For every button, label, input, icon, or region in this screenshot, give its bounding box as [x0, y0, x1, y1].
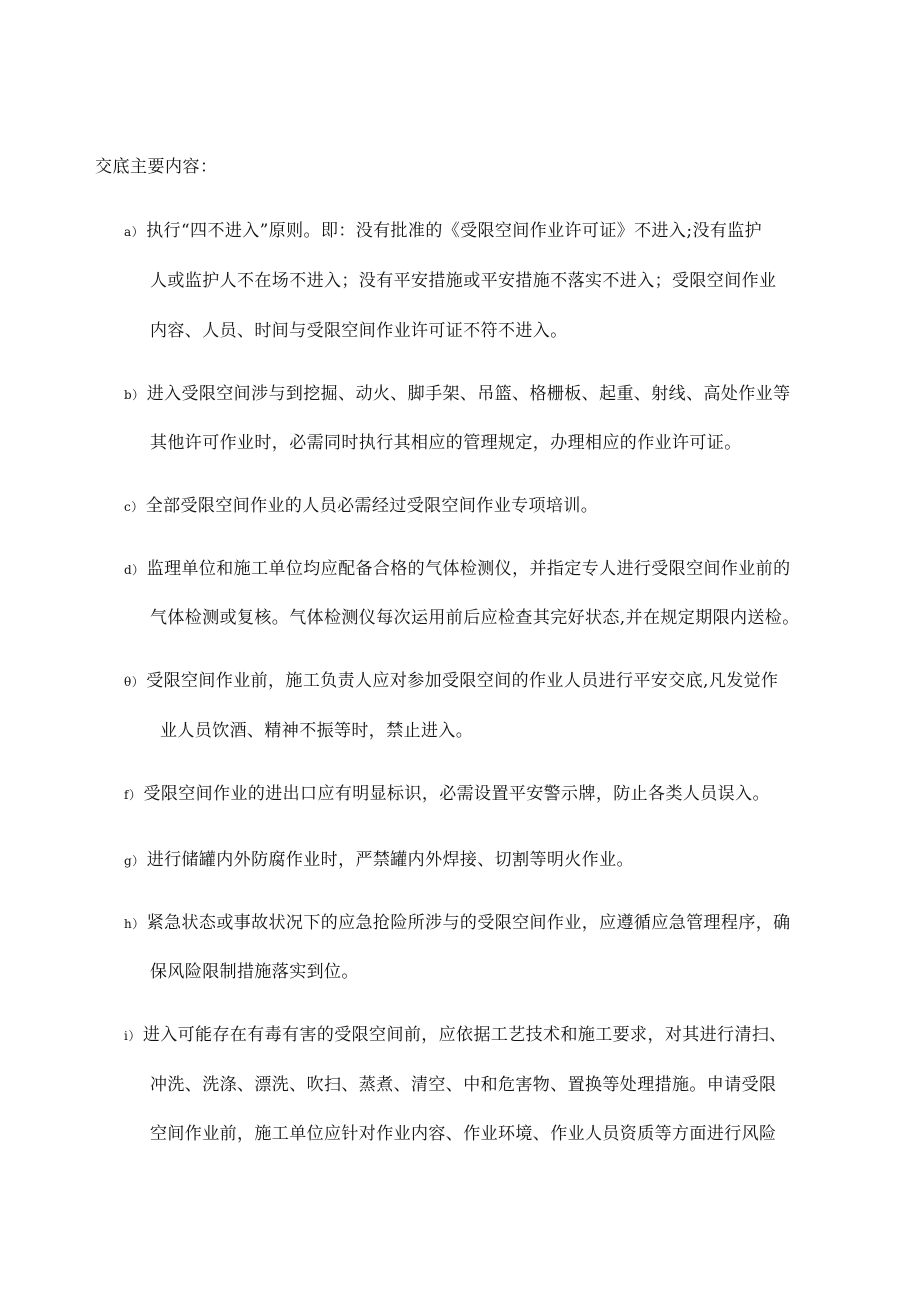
item-a-line-1 [124, 216, 762, 241]
item-marker: g） [124, 854, 145, 868]
item-text: 受限空间作业的进出口应有明显标识，必需设置平安警示牌，防止各类人员误入。 [143, 784, 770, 804]
item-marker: b） [124, 388, 145, 402]
item-marker: h） [124, 917, 145, 931]
item-a-line-3: 内容、人员、时间与受限空间作业许可证不符不进入。 [150, 321, 568, 341]
item-e-line-1 [124, 666, 778, 691]
item-i-line-2: 冲洗、洗涤、漂洗、吹扫、蒸煮、清空、中和危害物、置换等处理措施。申请受限 [150, 1075, 777, 1095]
item-text: 监理单位和施工单位均应配备合格的气体检测仪，并指定专人进行受限空间作业前的 [146, 559, 791, 579]
item-text: 受限空间作业前，施工负责人应对参加受限空间的作业人员进行平安交底,凡发觉作 [146, 671, 779, 691]
item-i-line-3: 空间作业前，施工单位应针对作业内容、作业环境、作业人员资质等方面进行风险 [150, 1124, 777, 1144]
item-text: 进入受限空间涉与到挖掘、动火、脚手架、吊篮、格栅板、起重、射线、高处作业等 [146, 384, 791, 404]
item-b-line-1 [124, 379, 791, 404]
item-text: 执行“四不进入”原则。即：没有批准的《受限空间作业许可证》不进入;没有监护 [146, 221, 763, 241]
item-h-line-1 [124, 908, 791, 933]
item-text: 进行储罐内外防腐作业时，严禁罐内外焊接、切割等明火作业。 [146, 850, 634, 870]
item-marker: f） [124, 788, 142, 802]
item-text: 进入可能存在有毒有害的受限空间前，应依据工艺技术和施工要求，对其进行清扫、 [142, 1025, 787, 1045]
item-d-line-1 [124, 554, 791, 579]
item-b-line-2: 其他许可作业时，必需同时执行其相应的管理规定，办理相应的作业许可证。 [150, 433, 742, 453]
item-text: 全部受限空间作业的人员必需经过受限空间作业专项培训。 [145, 496, 599, 516]
item-marker: i） [124, 1029, 141, 1043]
item-e-line-2: 业人员饮酒、精神不振等时，禁止进入。 [160, 721, 474, 741]
item-marker: d） [124, 563, 145, 577]
item-d-line-2: 气体检测或复核。气体检测仪每次运用前后应检查其完好状态,并在规定期限内送检。 [150, 608, 800, 628]
item-text: 紧急状态或事故状况下的应急抢险所涉与的受限空间作业，应遵循应急管理程序，确 [146, 913, 791, 933]
item-f-line-1 [124, 779, 770, 804]
section-heading: 交底主要内容： [95, 157, 218, 177]
item-marker: a） [124, 225, 145, 239]
item-marker: c） [124, 500, 144, 514]
item-h-line-2: 保风险限制措施落实到位。 [150, 962, 359, 982]
item-c-line-1 [124, 491, 598, 516]
item-marker: θ） [124, 675, 145, 689]
item-i-line-1 [124, 1020, 787, 1045]
item-g-line-1 [124, 845, 634, 870]
item-a-line-2: 人或监护人不在场不进入；没有平安措施或平安措施不落实不进入；受限空间作业 [150, 271, 777, 291]
